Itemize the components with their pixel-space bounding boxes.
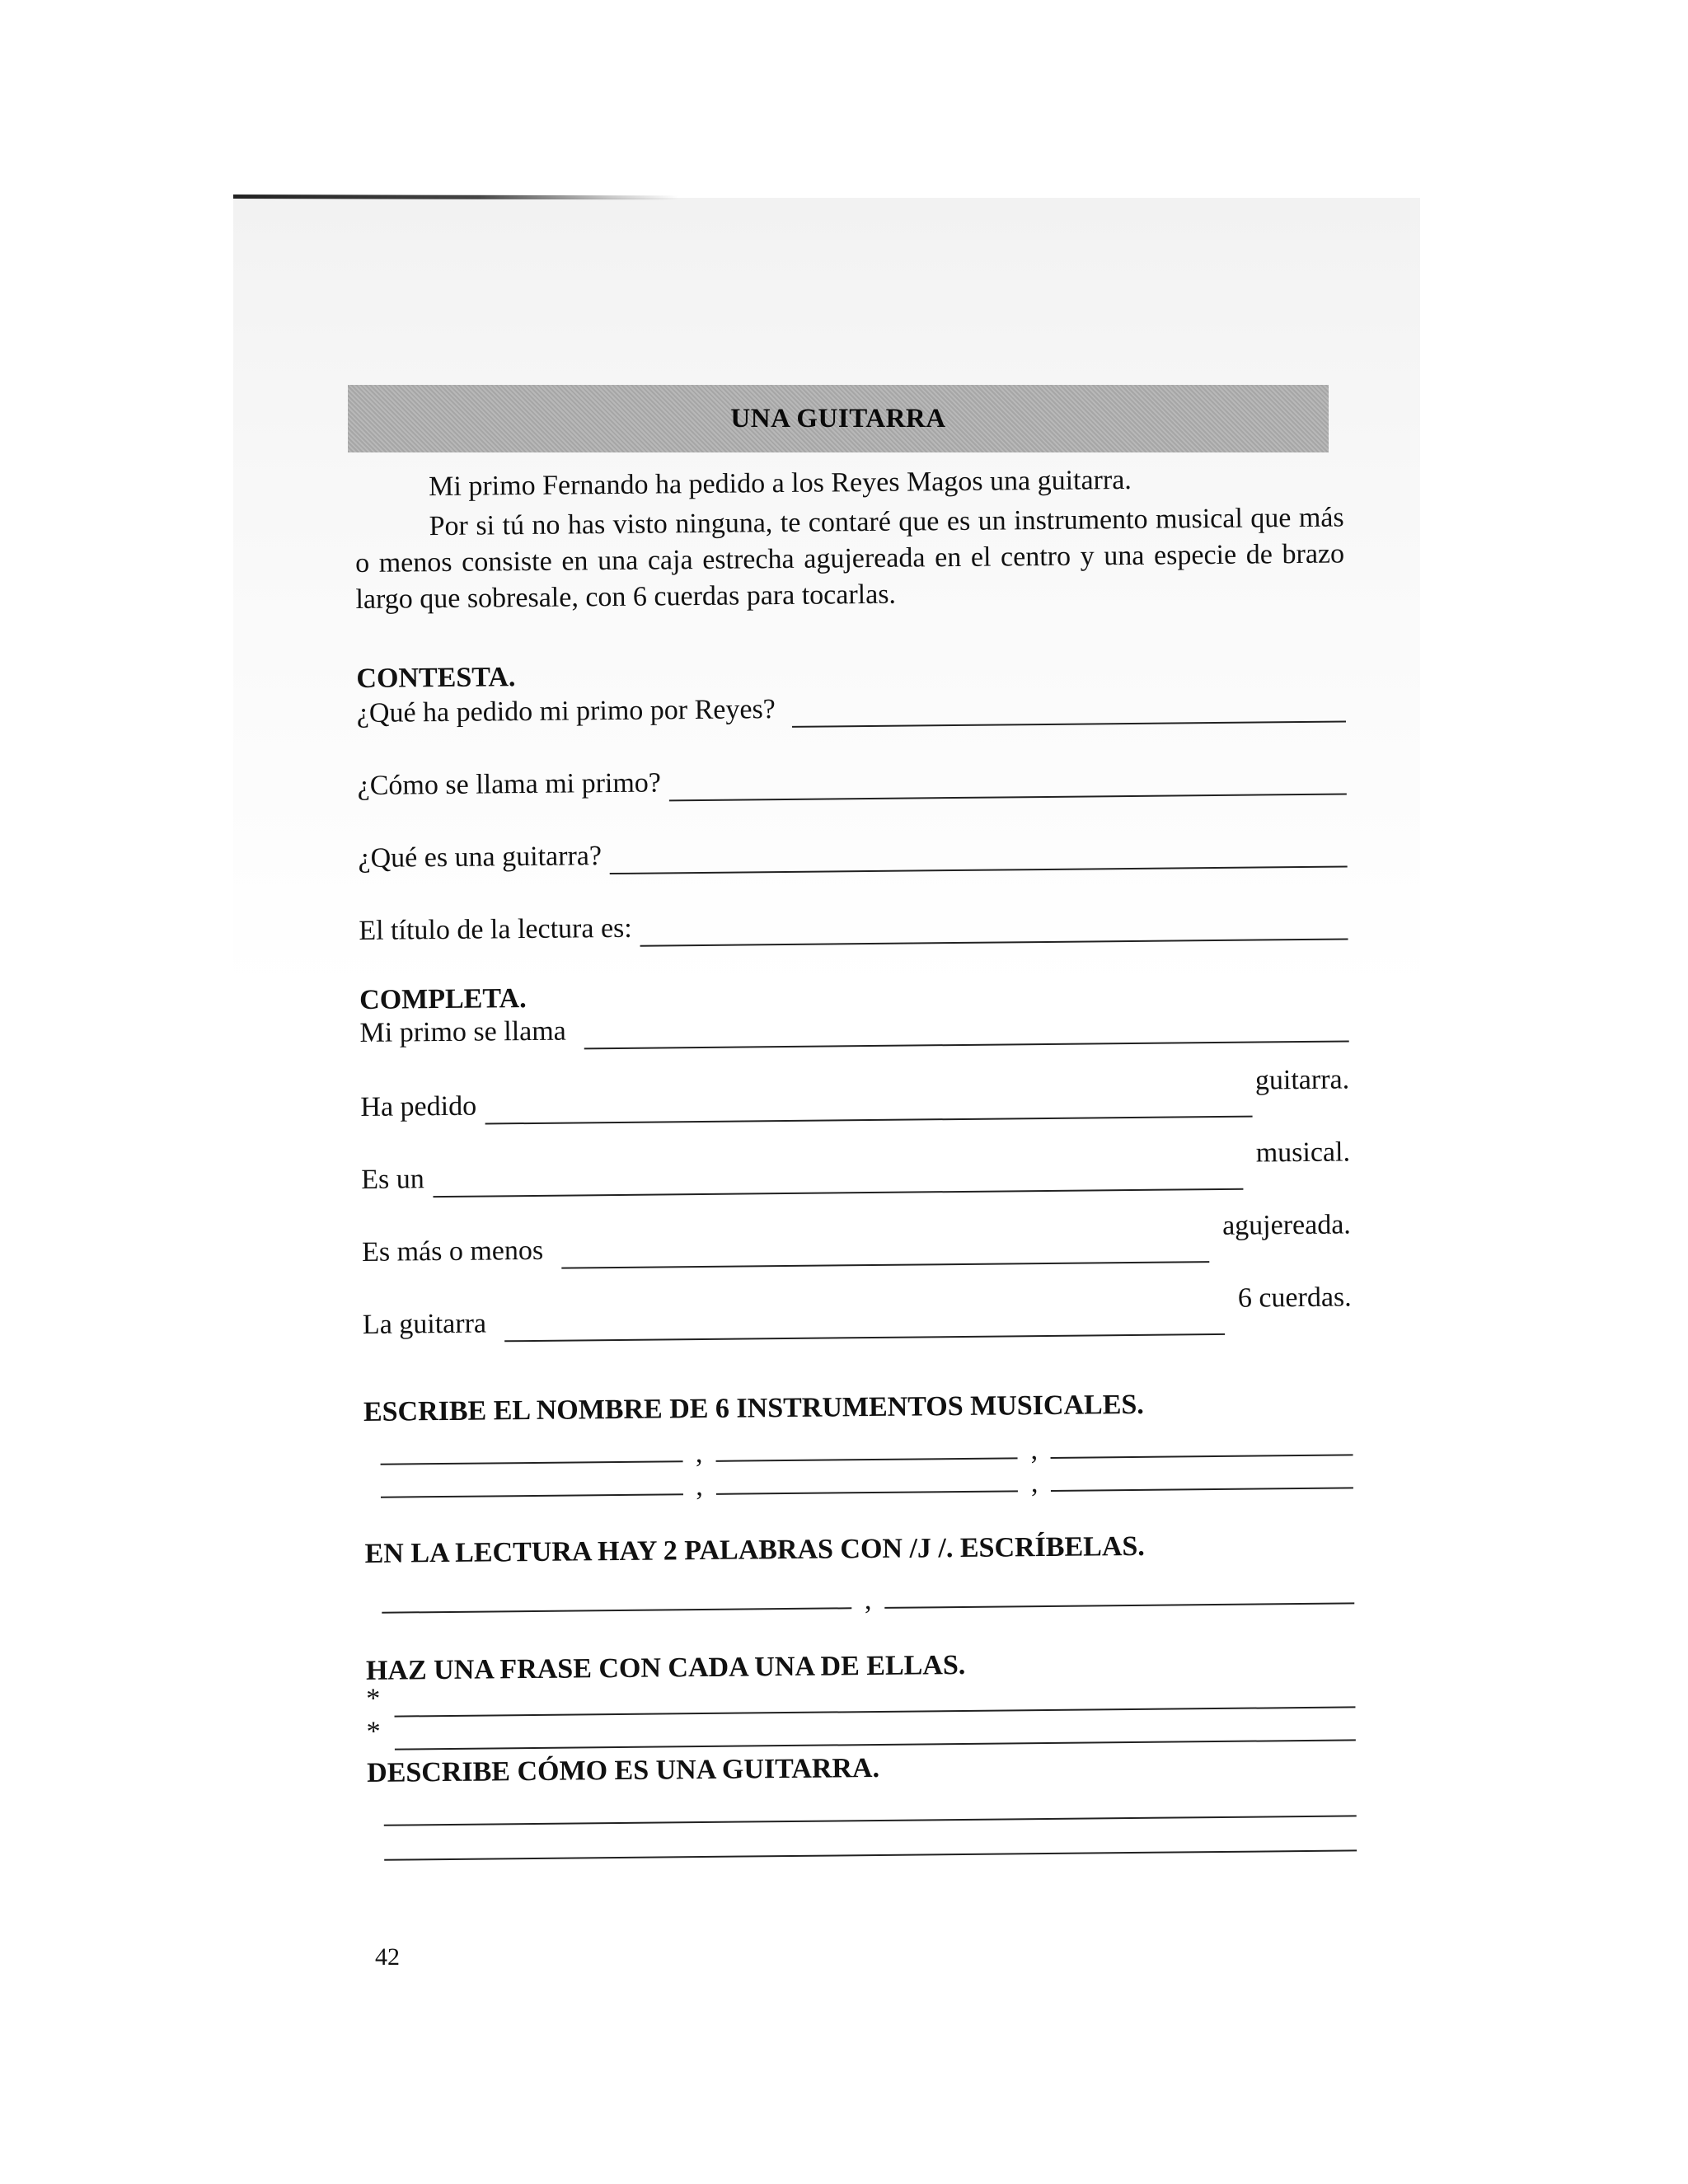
question-text: ¿Qué es una guitarra?: [358, 841, 603, 874]
answer-blank[interactable]: [504, 1309, 1225, 1342]
complete-row: [361, 1209, 1352, 1271]
page-number: 42: [375, 1943, 400, 1971]
answer-blank[interactable]: [715, 1434, 1018, 1462]
bullet-star: *: [366, 1716, 381, 1747]
complete-start: Ha pedido: [360, 1090, 477, 1122]
answer-blank[interactable]: [792, 696, 1346, 727]
question-text: ¿Cómo se llama mi primo?: [357, 767, 662, 801]
page-title: UNA GUITARRA: [730, 403, 946, 434]
complete-row: [361, 1137, 1351, 1198]
instrumentos-section: [363, 1385, 1353, 1502]
question-text: ¿Qué ha pedido mi primo por Reyes?: [356, 694, 776, 729]
comma-separator: ,: [695, 1438, 703, 1469]
answer-blank[interactable]: [395, 1718, 1356, 1750]
complete-end: 6 cuerdas.: [1237, 1282, 1352, 1314]
contesta-heading: CONTESTA.: [356, 662, 516, 694]
question-row: [357, 757, 1346, 804]
palabras-blank-row: [382, 1571, 1354, 1616]
answer-blank[interactable]: [1051, 1464, 1353, 1492]
complete-end: musical.: [1255, 1137, 1351, 1169]
answer-blank[interactable]: [884, 1579, 1354, 1608]
question-text: El título de la lectura es:: [359, 912, 632, 946]
answer-blank[interactable]: [382, 1584, 851, 1613]
reading-line-2: Por si tú no has visto ninguna, te contaré que es un instrumento musical que más o menos consiste en una caja estrecha agujereada en el centro y una especie de brazo largo que sobresale, con 6 cuerdas para tocarlas.: [354, 502, 1345, 615]
worksheet-content: [354, 460, 1357, 1860]
question-row: [359, 902, 1348, 949]
complete-start: Es un: [361, 1164, 424, 1195]
answer-blank[interactable]: [640, 913, 1348, 946]
completa-heading: COMPLETA.: [359, 983, 527, 1015]
answer-blank[interactable]: [715, 1467, 1018, 1495]
comma-separator: ,: [1030, 1468, 1039, 1499]
answer-blank[interactable]: [584, 1015, 1349, 1049]
answer-blank[interactable]: [485, 1091, 1252, 1125]
bullet-star: *: [366, 1683, 381, 1714]
title-bar: [348, 385, 1329, 452]
palabras-j-section: [364, 1526, 1354, 1614]
instrumentos-heading: ESCRIBE EL NOMBRE DE 6 INSTRUMENTOS MUSICALES.: [363, 1389, 1144, 1427]
complete-start: La guitarra: [362, 1308, 487, 1340]
answer-blank[interactable]: [381, 1470, 683, 1498]
complete-start: Mi primo se llama: [359, 1015, 566, 1048]
complete-end: guitarra.: [1254, 1064, 1350, 1096]
complete-row: [360, 1064, 1350, 1126]
complete-start: Es más o menos: [361, 1235, 544, 1268]
question-row: [358, 829, 1347, 877]
answer-blank[interactable]: [610, 841, 1348, 874]
reading-line-1: Mi primo Fernando ha pedido a los Reyes Magos una guitarra.: [429, 464, 1132, 503]
comma-separator: ,: [864, 1585, 872, 1616]
comma-separator: ,: [1030, 1435, 1039, 1466]
answer-blank[interactable]: [1051, 1431, 1353, 1459]
complete-row: [362, 1282, 1352, 1343]
answer-blank[interactable]: [380, 1437, 682, 1465]
contesta-section: [356, 651, 1348, 949]
describe-heading: DESCRIBE CÓMO ES UNA GUITARRA.: [367, 1752, 880, 1788]
answer-blank[interactable]: [433, 1164, 1243, 1197]
describe-section: [367, 1746, 1357, 1861]
complete-end: agujereada.: [1221, 1209, 1352, 1241]
palabras-j-heading: EN LA LECTURA HAY 2 PALABRAS CON /J /. ESCRÍBELAS.: [364, 1530, 1145, 1569]
completa-section: [359, 972, 1352, 1343]
frase-section: [366, 1643, 1356, 1750]
answer-blank[interactable]: [561, 1236, 1209, 1269]
comma-separator: ,: [696, 1470, 703, 1502]
answer-blank[interactable]: [669, 768, 1347, 801]
frase-heading: HAZ UNA FRASE CON CADA UNA DE ELLAS.: [365, 1649, 966, 1686]
